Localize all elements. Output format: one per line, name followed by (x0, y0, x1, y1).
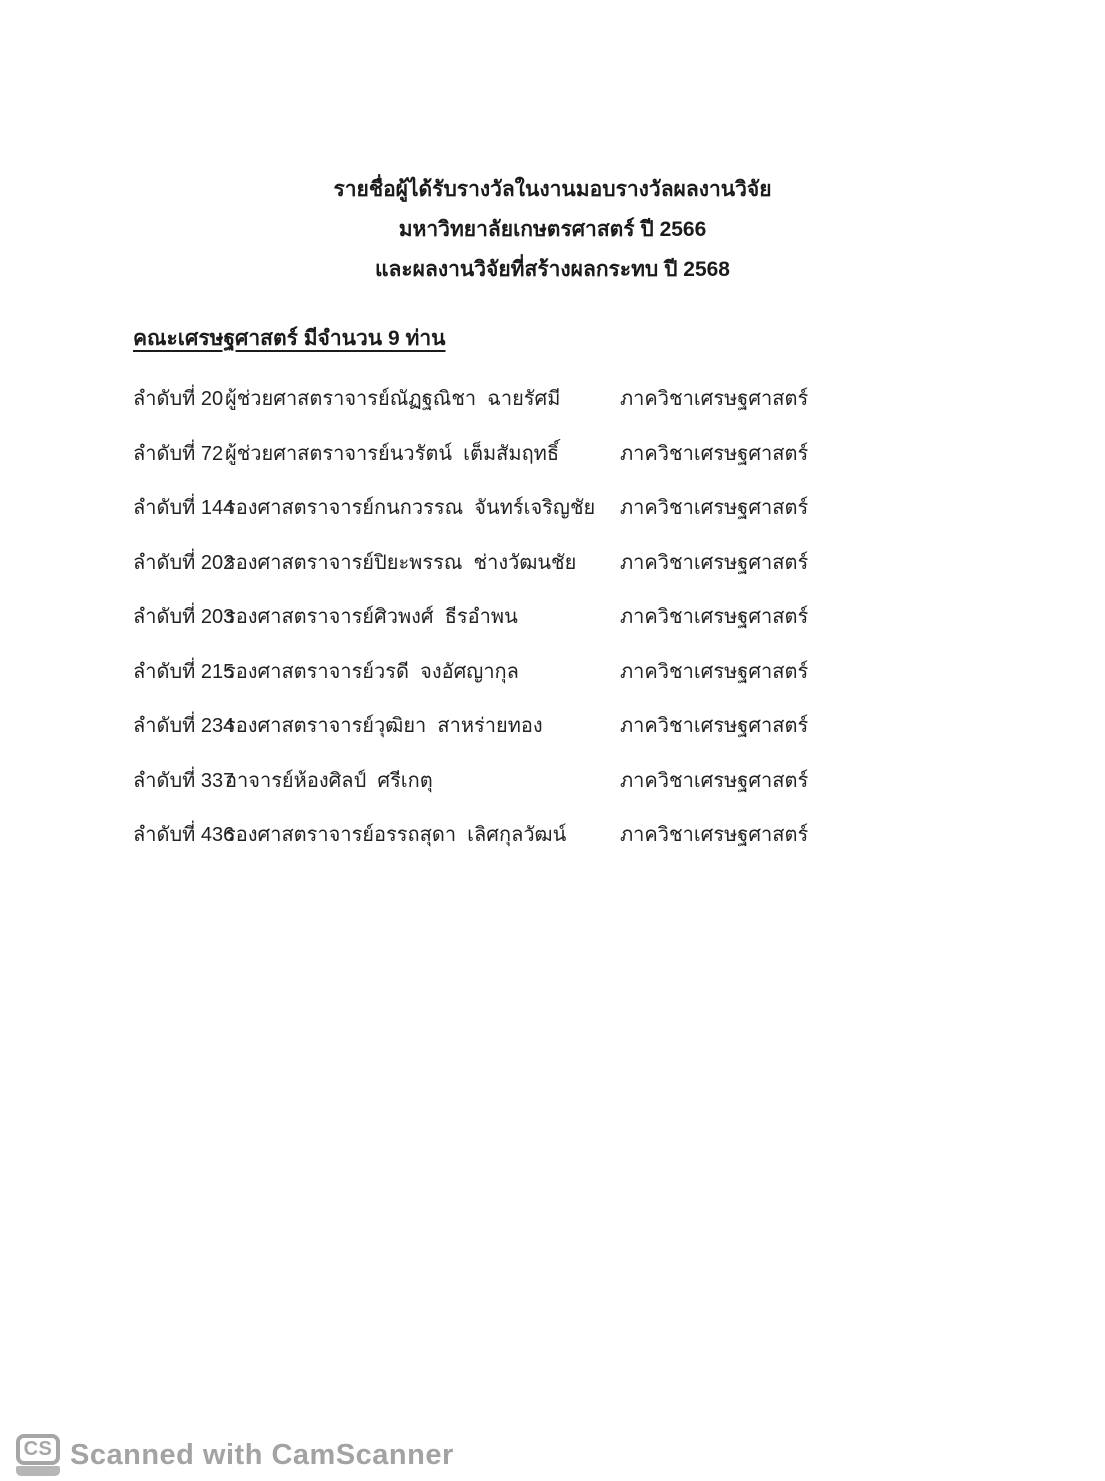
recipient-row (133, 709, 1065, 764)
department-label: ภาควิชาเศรษฐศาสตร์ (620, 769, 809, 792)
cs-logo-label: CS (23, 1438, 53, 1460)
department-label: ภาควิชาเศรษฐศาสตร์ (620, 660, 809, 683)
order-label: ลำดับที่ 215 (133, 660, 235, 683)
document-title (0, 170, 1105, 290)
recipient-row (133, 382, 1065, 437)
recipient-list (133, 382, 1065, 873)
order-label: ลำดับที่ 72 (133, 442, 224, 465)
order-label: ลำดับที่ 203 (133, 606, 235, 628)
order-label: ลำดับที่ 202 (133, 551, 235, 574)
camscanner-footer (16, 1434, 454, 1476)
order-label: ลำดับที่ 337 (133, 769, 235, 792)
recipient-name: อาจารย์ห้องศิลป์ ศรีเกตุ (225, 769, 433, 792)
cs-logo-box (16, 1434, 60, 1465)
department-label: ภาควิชาเศรษฐศาสตร์ (620, 551, 809, 574)
camscanner-text: Scanned with CamScanner (70, 1438, 454, 1471)
department-label: ภาควิชาเศรษฐศาสตร์ (620, 715, 809, 737)
cs-logo-base (16, 1466, 60, 1476)
recipient-name: รองศาสตราจารย์วุฒิยา สาหร่ายทอง (225, 715, 543, 737)
department-label: ภาควิชาเศรษฐศาสตร์ (620, 388, 809, 410)
recipient-name: รองศาสตราจารย์กนกวรรณ จันทร์เจริญชัย (225, 497, 596, 519)
camscanner-logo-icon (16, 1434, 60, 1476)
recipient-name: รองศาสตราจารย์อรรถสุดา เลิศกุลวัฒน์ (225, 824, 567, 846)
recipient-row (133, 655, 1065, 710)
title-line-1: รายชื่อผู้ได้รับรางวัลในงานมอบรางวัลผลงานวิจัย (333, 178, 772, 201)
recipient-row (133, 764, 1065, 819)
recipient-row (133, 600, 1065, 655)
department-label: ภาควิชาเศรษฐศาสตร์ (620, 606, 809, 628)
department-label: ภาควิชาเศรษฐศาสตร์ (620, 442, 809, 465)
recipient-name: ผู้ช่วยศาสตราจารย์นวรัตน์ เต็มสัมฤทธิ์ (225, 442, 560, 465)
department-label: ภาควิชาเศรษฐศาสตร์ (620, 497, 809, 519)
order-label: ลำดับที่ 20 (133, 388, 224, 410)
department-label: ภาควิชาเศรษฐศาสตร์ (620, 824, 809, 846)
title-line-2: มหาวิทยาลัยเกษตรศาสตร์ ปี 2566 (398, 218, 707, 241)
recipient-name: รองศาสตราจารย์ศิวพงศ์ ธีรอำพน (225, 606, 518, 628)
recipient-row (133, 818, 1065, 873)
recipient-row (133, 437, 1065, 492)
recipient-row (133, 491, 1065, 546)
order-label: ลำดับที่ 234 (133, 715, 235, 737)
recipient-name: รองศาสตราจารย์ปิยะพรรณ ช่างวัฒนชัย (225, 551, 577, 574)
recipient-name: ผู้ช่วยศาสตราจารย์ณัฏฐณิชา ฉายรัศมี (225, 388, 561, 410)
order-label: ลำดับที่ 436 (133, 824, 235, 846)
section-heading: คณะเศรษฐศาสตร์ มีจำนวน 9 ท่าน (133, 327, 446, 350)
recipient-row (133, 546, 1065, 601)
order-label: ลำดับที่ 144 (133, 497, 235, 519)
recipient-name: รองศาสตราจารย์วรดี จงอัศญากุล (225, 660, 519, 683)
title-line-3: และผลงานวิจัยที่สร้างผลกระทบ ปี 2568 (375, 258, 730, 281)
